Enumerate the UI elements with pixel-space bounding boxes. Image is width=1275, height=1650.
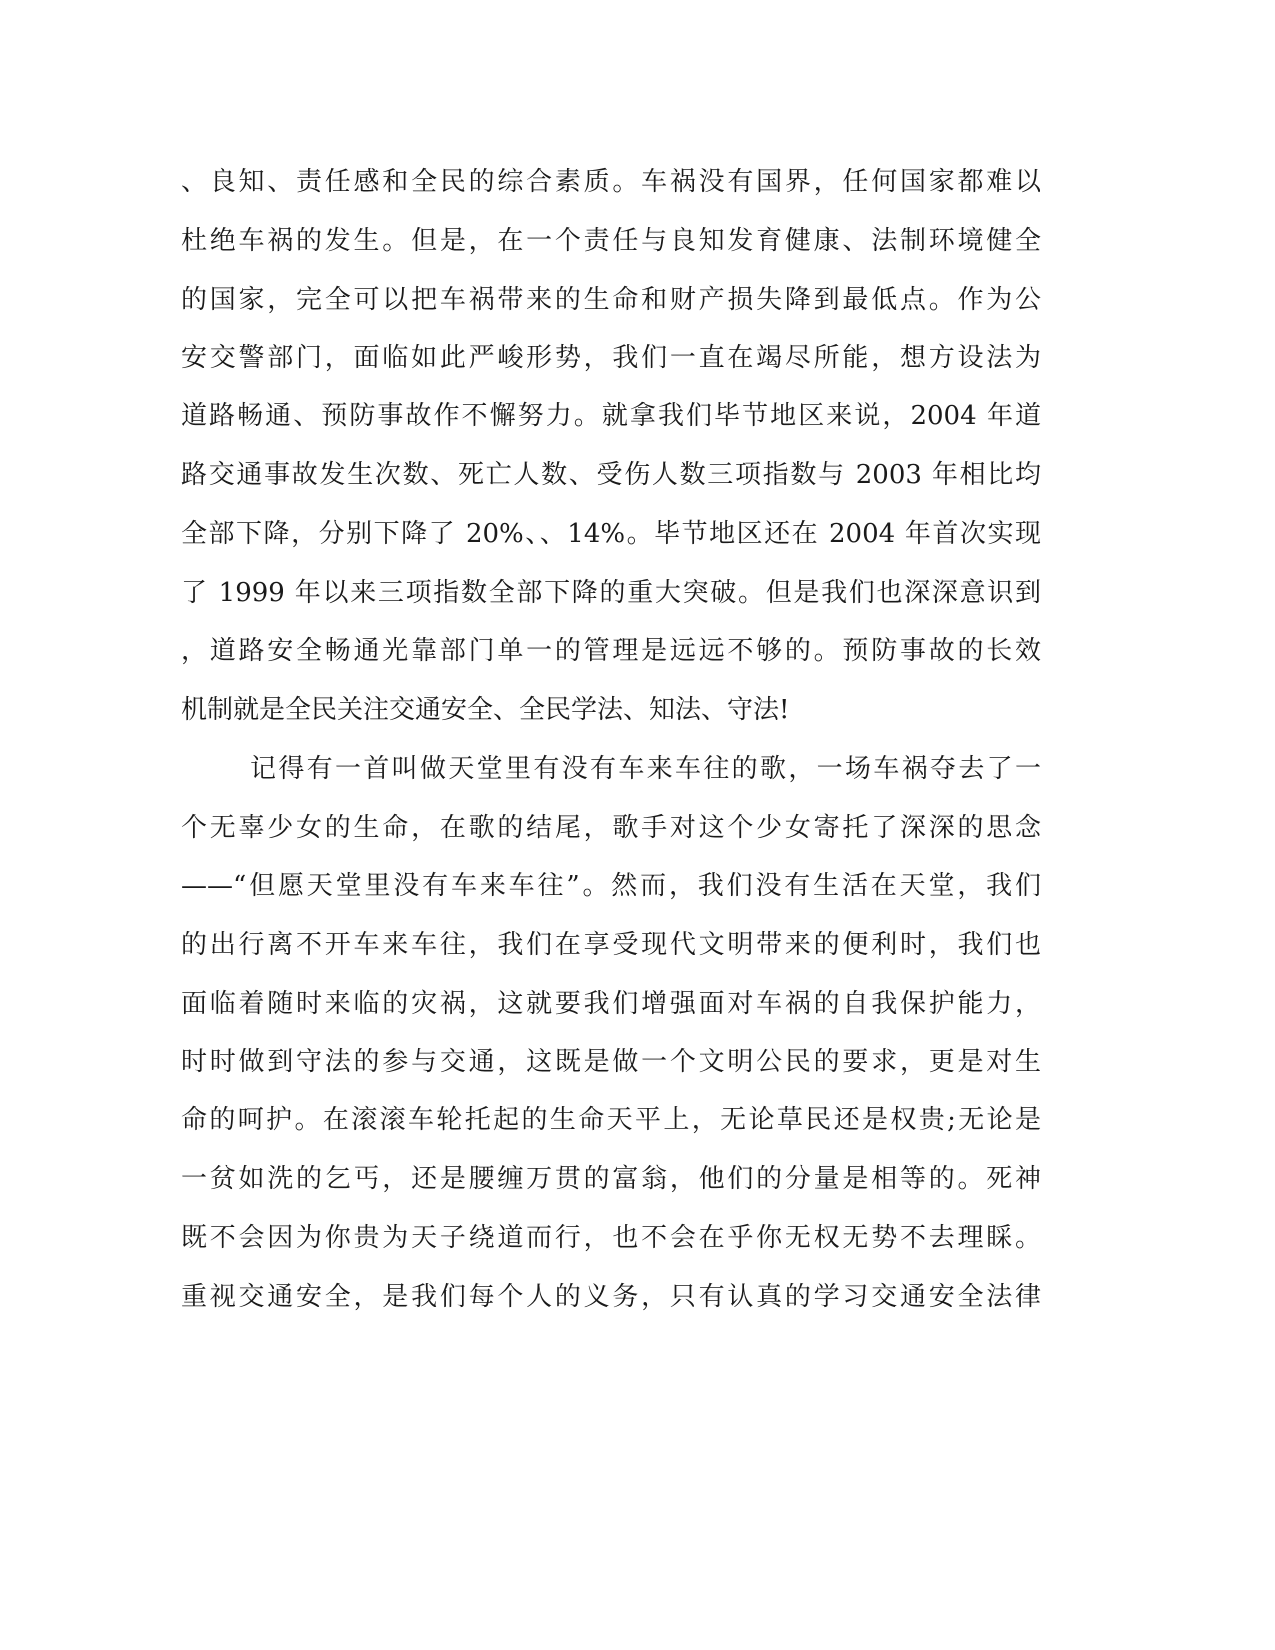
text-line: 了 1999 年以来三项指数全部下降的重大突破。但是我们也深深意识到 [181,578,1041,608]
text-line: 安交警部门，面临如此严峻形势，我们一直在竭尽所能，想方设法为 [181,343,1041,373]
text-line: 道路畅通、预防事故作不懈努力。就拿我们毕节地区来说，2004 年道 [181,401,1041,431]
text-line: 命的呵护。在滚滚车轮托起的生命天平上，无论草民还是权贵;无论是 [181,1105,1041,1135]
text-line: 杜绝车祸的发生。但是，在一个责任与良知发育健康、法制环境健全 [181,226,1041,256]
text-line: 、良知、责任感和全民的综合素质。车祸没有国界，任何国家都难以 [181,167,1041,197]
text-line: 记得有一首叫做天堂里有没有车来车往的歌，一场车祸夺去了一 [250,754,1041,784]
text-line: 重视交通安全，是我们每个人的义务，只有认真的学习交通安全法律 [181,1282,1041,1312]
text-line: ，道路安全畅通光靠部门单一的管理是远远不够的。预防事故的长效 [181,636,1041,666]
text-line: ——“但愿天堂里没有车来车往”。然而，我们没有生活在天堂，我们 [181,871,1041,901]
text-line: 机制就是全民关注交通安全、全民学法、知法、守法! [181,695,790,725]
text-line: 时时做到守法的参与交通，这既是做一个文明公民的要求，更是对生 [181,1047,1041,1077]
text-line: 个无辜少女的生命，在歌的结尾，歌手对这个少女寄托了深深的思念 [181,813,1041,843]
text-line: 的国家，完全可以把车祸带来的生命和财产损失降到最低点。作为公 [181,285,1041,315]
text-line: 的出行离不开车来车往，我们在享受现代文明带来的便利时，我们也 [181,930,1041,960]
text-line: 路交通事故发生次数、死亡人数、受伤人数三项指数与 2003 年相比均 [181,460,1041,490]
text-line: 既不会因为你贵为天子绕道而行，也不会在乎你无权无势不去理睬。 [181,1223,1041,1253]
text-line: 面临着随时来临的灾祸，这就要我们增强面对车祸的自我保护能力， [181,989,1041,1019]
text-line: 一贫如洗的乞丐，还是腰缠万贯的富翁，他们的分量是相等的。死神 [181,1164,1041,1194]
text-line: 全部下降，分别下降了 20%、、14%。毕节地区还在 2004 年首次实现 [181,519,1041,549]
